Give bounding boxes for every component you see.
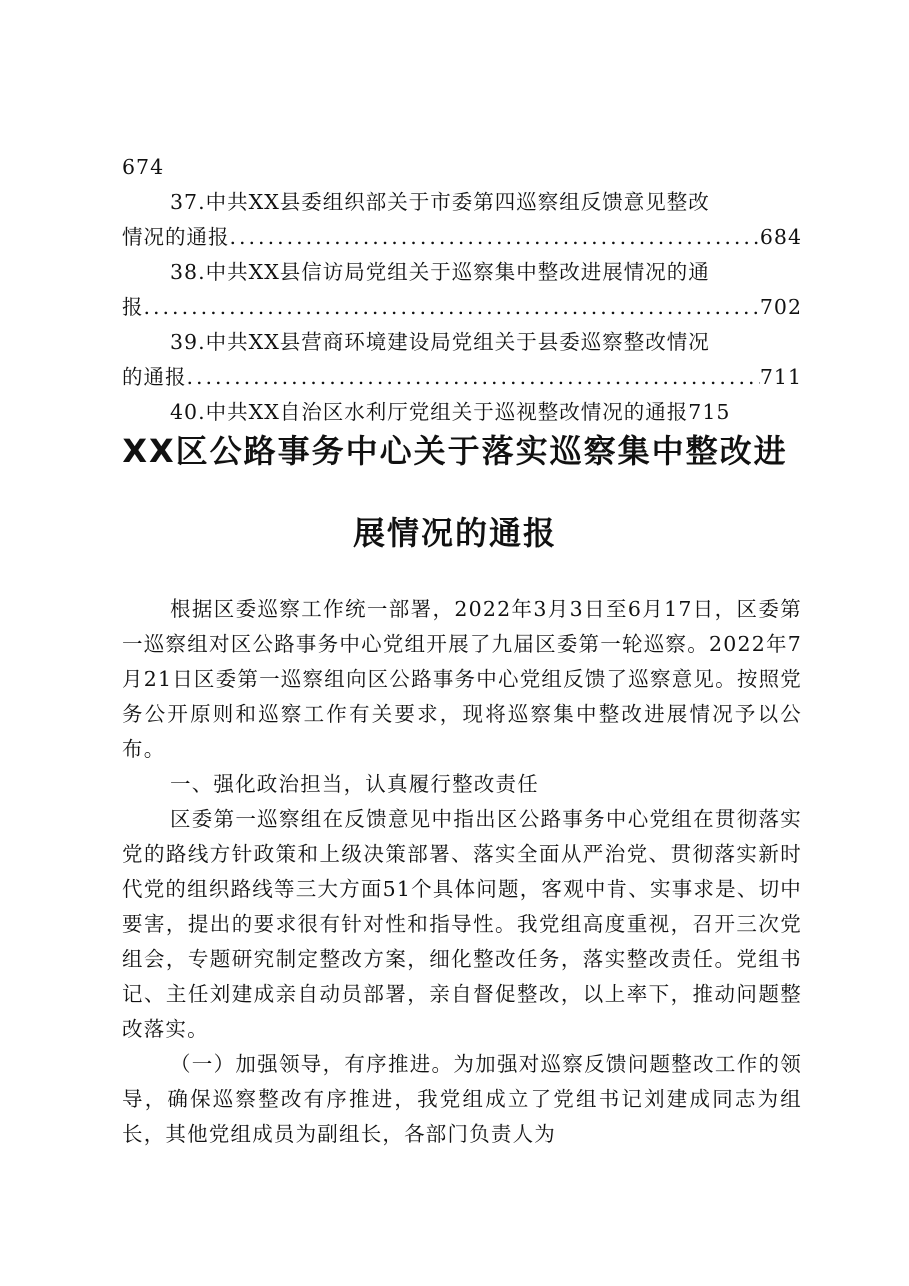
document-title	[110, 410, 800, 574]
toc-page-number: 702	[759, 295, 802, 319]
toc-dot-leader	[144, 290, 760, 325]
document-title-line-2: 展情况的通报	[352, 514, 557, 552]
toc-entry-38[interactable]	[122, 255, 802, 325]
toc-page-number: 711	[759, 365, 802, 389]
body-paragraph: 区委第一巡察组在反馈意见中指出区公路事务中心党组在贯彻落实党的路线方针政策和上级决策部署、落实全面从严治党、贯彻落实新时代党的组织路线等三大方面51个具体问题，客观中肯、实事求是、切中要害，提出的要求很有针对性和指导性。我党组高度重视，召开三次党组会，专题研究制定整改方案，细化整改任务，落实整改责任。党组书记、主任刘建成亲自动员部署，亲自督促整改，以上率下，推动问题整改落实。	[122, 807, 802, 1041]
toc-entry-title-continued: 的通报	[122, 365, 187, 389]
toc-entry-39[interactable]	[122, 325, 802, 395]
toc-dot-leader	[230, 220, 760, 255]
toc-entry-title-continued: 报	[122, 295, 144, 319]
toc-entry-37[interactable]	[122, 185, 802, 255]
section-heading: 一、强化政治担当，认真履行整改责任	[170, 772, 539, 796]
body-paragraph: （一）加强领导，有序推进。为加强对巡察反馈问题整改工作的领导，确保巡察整改有序推进，我党组成立了党组书记刘建成同志为组长，其他党组成员为副组长，各部门负责人为	[122, 1052, 802, 1146]
toc-continued-page-number: 674	[122, 155, 165, 179]
toc-entry-title: 38.中共XX县信访局党组关于巡察集中整改进展情况的通	[170, 260, 710, 284]
toc-dot-leader	[187, 360, 760, 395]
document-body	[122, 592, 802, 1152]
intro-paragraph: 根据区委巡察工作统一部署，2022年3月3日至6月17日，区委第一巡察组对区公路事务中心党组开展了九届区委第一轮巡察。2022年7月21日区委第一巡察组向区公路事务中心党组反馈了巡察意见。按照党务公开原则和巡察工作有关要求，现将巡察集中整改进展情况予以公布。	[122, 597, 802, 761]
toc-entry-title-continued: 情况的通报	[122, 225, 230, 249]
document-title-line-1: XX区公路事务中心关于落实巡察集中整改进	[122, 432, 788, 470]
toc-entry-40[interactable]: 40.中共XX自治区水利厅党组关于巡视整改情况的通报715	[170, 400, 731, 424]
toc-entry-title: 37.中共XX县委组织部关于市委第四巡察组反馈意见整改	[170, 190, 710, 214]
toc-page-number: 684	[759, 225, 802, 249]
toc-entry-title: 39.中共XX县营商环境建设局党组关于县委巡察整改情况	[170, 330, 710, 354]
table-of-contents	[122, 150, 802, 430]
